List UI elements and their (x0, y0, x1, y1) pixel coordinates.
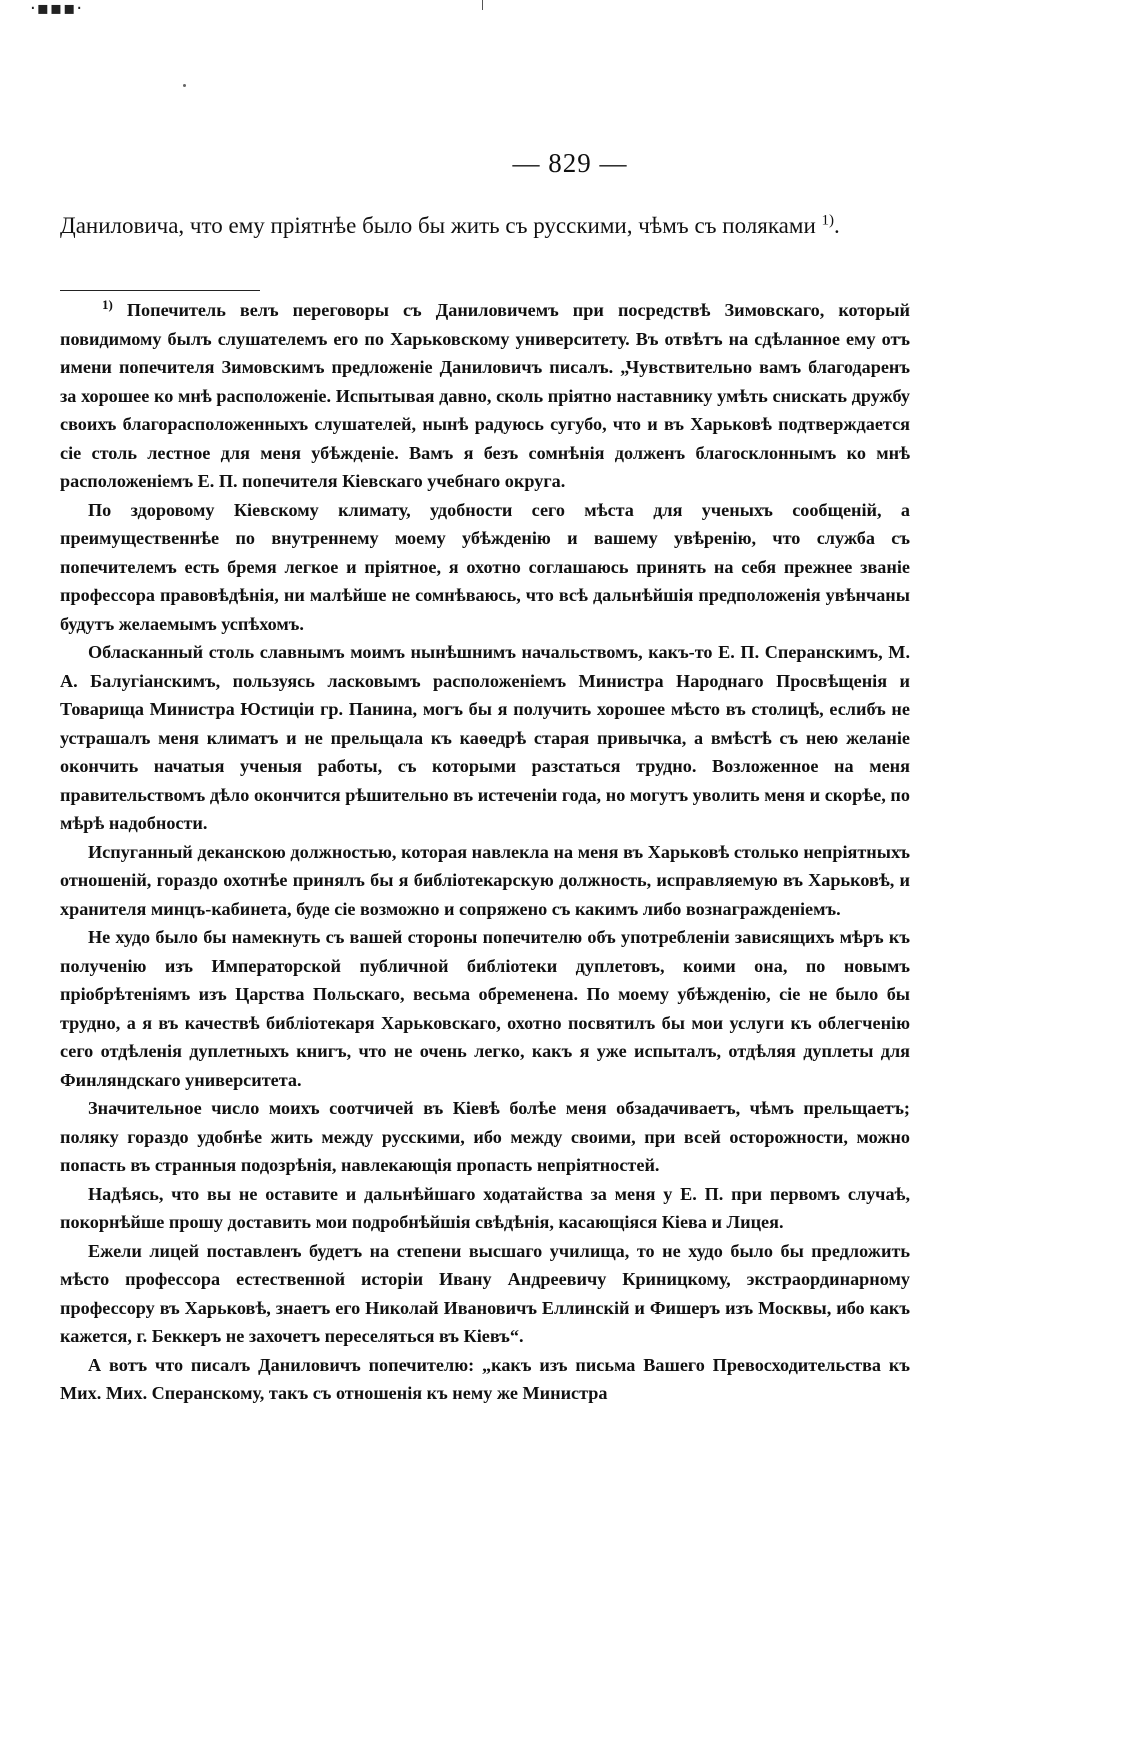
footnote-paragraph: А вотъ что писалъ Даниловичъ попечителю: „какъ изъ письма Вашего Превосходительства къ Мих. Мих. Сперанскому, такъ съ отношенія къ нему же Министра (60, 1354, 910, 1403)
body-paragraph: Даниловича, что ему пріятнѣе было бы жить съ русскими, чѣмъ съ поляками $^{1)}$. (60, 212, 840, 238)
footnote-paragraph: Испуганный деканскою должностью, которая навлекла на меня въ Харьковѣ столько непріятныхъ отношеній, гораздо охотнѣе принялъ бы я библіотекарскую должность, исправляемую въ Харьковѣ, и хранителя минцъ-кабинета, буде сіе возможно и сопряжено съ какимъ либо вознагражденіемъ. (60, 841, 910, 919)
scan-dot (183, 84, 186, 87)
footnote-paragraph: Значительное число моихъ соотчичей въ Кіевѣ болѣе меня обзадачиваетъ, чѣмъ прельщаетъ; поляку гораздо удобнѣе жить между русскими, ибо между своими, при всей осторожности, можно попасть въ странныя подозрѣнія, навлекающія пропасть непріятностей. (60, 1098, 910, 1175)
scan-artifact: ·▪▪▪· (30, 0, 84, 19)
footnote-marker: 1) (102, 296, 113, 312)
footnote-paragraph: Ежели лицей поставленъ будетъ на степени высшаго училища, то не худо было бы предложить мѣсто профессора естественной исторіи Ивану Андреевичу Криницкому, экстраординарному профессору въ Харьковѣ, знаетъ его Николай Ивановичъ Еллинскій и Фишеръ изъ Москвы, ибо какъ кажется, г. Беккеръ не захочетъ переселяться въ Кіевъ“. (60, 1240, 910, 1346)
footnote-paragraph: Надѣясь, что вы не оставите и дальнѣйшаго ходатайства за меня у Е. П. при первомъ случаѣ, покорнѣйше прошу доставить мои подробнѣйшія свѣдѣнія, касающіяся Кіева и Лицея. (60, 1183, 910, 1232)
footnote-reference: 1) (821, 212, 835, 229)
footnote-paragraph-text: Попечитель велъ переговоры съ Даниловичемъ при посредствѣ Зимовскаго, который повидимому былъ слушателемъ его по Харьковскому университету. Въ отвѣтъ на сдѣланное ему отъ имени попечителя Зимовскимъ предложеніе Даниловичъ писалъ. „Чувствительно вамъ благодаренъ за хорошее ко мнѣ расположеніе. Испытывая давно, сколь пріятно наставнику умѣть снискать дружбу своихъ благорасположенныхъ слушателей, нынѣ радуюсь сугубо, что и въ Харьковѣ подтверждается сіе столь лестное для меня убѣжденіе. Вамъ я безъ сомнѣнія долженъ благосклоннымъ ко мнѣ расположеніемъ Е. П. попечителя Кіевскаго учебнаго округа. (60, 300, 910, 491)
page-number: — 829 — (512, 148, 628, 178)
scan-tick-mark (482, 0, 483, 10)
footnote (60, 296, 910, 1408)
footnote-paragraph (60, 296, 910, 496)
footnote-divider (60, 290, 260, 291)
body-text: Даниловича, что ему пріятнѣе было бы жить съ русскими, чѣмъ съ поляками (60, 213, 816, 238)
footnote-paragraph: Обласканный столь славнымъ моимъ нынѣшнимъ начальствомъ, какъ-то Е. П. Сперанскимъ, М. А. Балугіанскимъ, пользуясь ласковымъ расположеніемъ Министра Народнаго Просвѣщенія и Товарища Министра Юстиціи гр. Панина, могъ бы я получить хорошее мѣсто въ столицѣ, еслибъ не устрашалъ меня климатъ и не прельщала къ каѳедрѣ старая привычка, а вмѣстѣ съ нею желаніе окончить начатыя ученыя работы, съ которыми разстаться трудно. Возложенное на меня правительствомъ дѣло окончится рѣшительно въ истеченіи года, но могутъ уволить меня и скорѣе, по мѣрѣ надобности. (60, 642, 910, 833)
footnote-paragraph: По здоровому Кіевскому климату, удобности сего мѣста для ученыхъ сообщеній, а преимущественнѣе по внутреннему моему убѣжденію и вашему увѣренію, что служба съ попечителемъ есть бремя легкое и пріятное, я охотно соглашаюсь принять на себя прежнее званіе профессора правовѣдѣнія, ни малѣйше не сомнѣваюсь, что всѣ дальнѣйшія предположенія увѣнчаны будутъ желаемымъ успѣхомъ. (60, 499, 910, 634)
footnote-paragraph: Не худо было бы намекнуть съ вашей стороны попечителю объ употребленіи зависящихъ мѣръ къ полученію изъ Императорской публичной библіотеки дуплетовъ, коими она, по новымъ пріобрѣтеніямъ изъ Царства Польскаго, весьма обременена. По моему убѣжденію, сіе не было бы трудно, а я въ качествѣ библіотекаря Харьковскаго, охотно посвятилъ бы мои услуги къ облегченію сего отдѣленія дуплетныхъ книгъ, что не очень легко, какъ я уже испыталъ, отдѣляя дуплеты для Финляндскаго университета. (60, 927, 910, 1090)
